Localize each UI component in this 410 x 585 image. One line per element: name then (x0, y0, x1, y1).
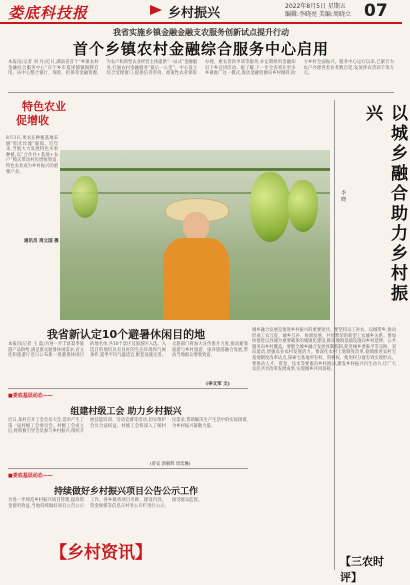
feature-author: 李 晓 (340, 190, 346, 202)
masthead-title: 娄底科技报 (8, 4, 89, 22)
feature-body: 城乡融合发展是推进乡村振兴的重要途径。要坚持以工补农、以城带乡,推动形成工农互促、城乡互补、协调发展、共同繁荣的新型工农城乡关系。要加快推进以县城为重要载体的城镇化建设,推动城镇基础设施向乡村延伸、公共服务向乡村覆盖。要健全城乡融合发展体制机制,促进城乡要素平等交换、双向流动,增强农业农村发展活力。要深化农村土地制度改革,稳慎推进农村宅基地制度改革试点,探索宅基地所有权、资格权、使用权分置有效实现形式。要推动人才、资金、技术等要素向乡村流动,激发乡村振兴内生动力,让广大农民共享改革发展成果,实现城乡共同富裕。 (252, 328, 396, 373)
box-one-body: 近日,某村召开工会会员大会,选举产生了第一届村级工会委员会。村级工会成立后,将积极引导会员参与乡村振兴,组织开展技能培训、劳动竞赛等活动,切实维护会员合法权益。村级工会将深入了解村民需求,帮助解决生产生活中的实际困难,为乡村振兴凝聚力量。 (8, 418, 248, 435)
promo-caption: 8月3日,果农在种植基地采摘“阳光玫瑰”葡萄。近年来,当地大力发展特色水果种植,以“合作社+基地+农户”模式带动村民增收致富,特色农业成为乡村振兴的重要产业。 (6, 136, 58, 175)
box-two-headline: 持续做好乡村振兴项目公告公示工作 (53, 487, 198, 497)
publication-date: 2022年8月5日 星期五 (285, 3, 346, 10)
promo-credit: 通讯员 周立国 摄 (24, 239, 59, 244)
box-one-headline: 组建村级工会 助力乡村振兴 (70, 407, 182, 417)
promo-title-2: 促增收 (16, 114, 49, 127)
box-two-body: 为进一步规范乡村振兴项目管理,提高资金使用效益,当地持续做好项目公告公示工作。各乡镇将项目名称、建设内容、资金规模等信息在村务公开栏进行公示,接受群众监督。 (8, 498, 203, 509)
date-line (285, 3, 351, 19)
mid-headline: 我省新认定10个避暑休闲目的地 (46, 328, 206, 341)
lead-headline: 首个乡镇农村金融综合服务中心启用 (72, 40, 329, 58)
lead-kicker: 我省实施乡镇金融金融支农服务创新试点提升行动 (113, 28, 289, 37)
box-one-label: ■娄底基层动态—— (8, 393, 53, 399)
page-number: 07 (364, 1, 388, 21)
mid-credit: (李文军 文) (206, 382, 230, 387)
box-two-label: ■娄底基层动态—— (8, 473, 53, 479)
grape-cluster (250, 172, 290, 242)
farmer-figure (155, 198, 235, 320)
section-name: 乡村振兴 (168, 6, 221, 21)
grape-cluster (288, 180, 318, 232)
box-one-credit: (曾安 郭朝辉 周奕琳) (150, 462, 191, 467)
grape-cluster (72, 176, 98, 218)
vine-branch (60, 168, 330, 171)
farmer-face (183, 212, 209, 240)
footer-left-text: 乡村资讯 (67, 543, 135, 563)
footer-right-brand: 【三农时评】 (340, 555, 384, 584)
masthead-rule (0, 22, 402, 24)
feature-photo (60, 150, 330, 320)
promo-title-1: 特色农业 (22, 100, 66, 113)
orange-shirt (163, 238, 229, 320)
footer-right-text: 三农时评 (340, 555, 384, 584)
lead-body: 本报讯(记者 刘 丹)近日,湖南省首个“乡镇农村金融综合服务中心”在宁乡市夏铎铺镇揭牌启用。该中心整合银行、保险、担保等金融资源,为农户和新型农业经营主体提供“一站式”金融服务,打通农村金融服务“最后一公里”。中心设立综合受理窗口,提供信贷咨询、政策性农业保险办理、惠农贷款申请等服务,并定期组织金融知识下乡宣讲活动。据了解,下一步全省将在更多乡镇推广这一模式,推动金融资源向乡村倾斜,助力乡村全面振兴。服务中心运行以来,已累计为农户办理各类业务数百笔,发放涉农贷款千余万元。 (8, 60, 394, 77)
section-arrow-icon (150, 5, 162, 15)
mid-divider (8, 388, 248, 389)
feature-vertical-title: 以城乡融合助力乡村振兴 (362, 104, 407, 304)
box-one-divider (8, 468, 248, 469)
mid-body: 本报讯(记者 王 磊)为进一步丰富夏季旅游产品供给,满足群众避暑休闲需求,省文化和旅游厅近日公布新一批避暑休闲目的地名单,共10个景区及旅游区入选。入选目的地均具有良好的生态环境和气候条件,夏季平均气温适宜,配套设施完善。文旅部门将加大宣传推介力度,推动避暑旅游与乡村旅游、康养旅游融合发展,带动当地群众增收致富。 (8, 342, 248, 359)
editor-credit: 编辑:李晓亮 美编:周晓立 (285, 11, 351, 18)
lead-divider (8, 92, 394, 93)
footer-left-brand: 【乡村资讯】 (50, 543, 152, 563)
